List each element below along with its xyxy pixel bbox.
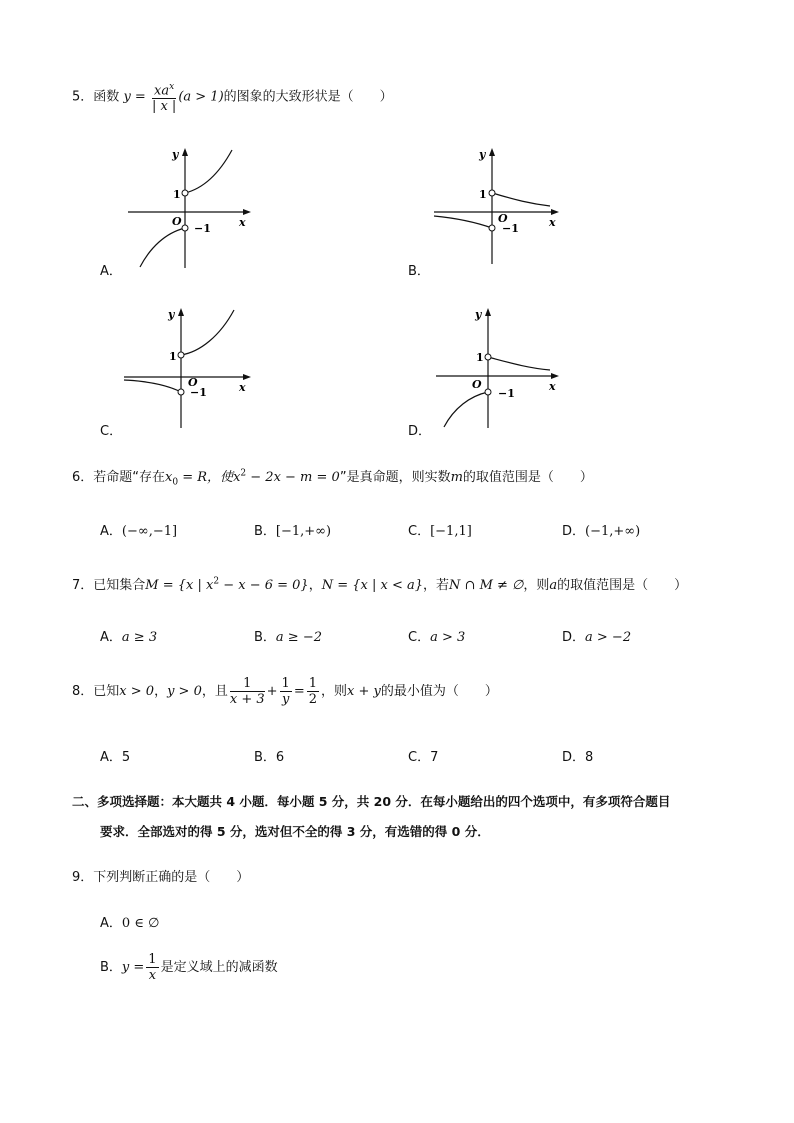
graph-c (120, 300, 260, 430)
stem-text-3: ，则 (523, 578, 550, 593)
q8-option-d (562, 746, 593, 765)
option-fraction (146, 952, 158, 983)
option-c-label: C． (100, 424, 123, 439)
section-2-heading-line2: 要求．全部选对的得 5 分，选对但不全的得 3 分，有选错的得 0 分． (100, 824, 490, 839)
stem-text-3: 的取值范围是（ ） (462, 470, 593, 485)
question-8-stem (72, 676, 498, 707)
option-label: D． (562, 630, 586, 645)
stem-text-4: 的取值范围是（ ） (557, 578, 688, 593)
equation-rest: − 2x − m = 0 (246, 470, 340, 485)
option-value: [−1,1] (430, 524, 472, 539)
condition-y: y > 0 (167, 684, 202, 699)
y-axis-label: y (479, 148, 486, 161)
option-value: a ≥ −2 (275, 630, 322, 645)
option-label: A． (100, 916, 122, 931)
one-label: 1 (169, 350, 177, 363)
fraction-3 (307, 676, 319, 707)
minus-one-label: −1 (498, 387, 515, 400)
y-axis-label: y (475, 308, 482, 321)
q9-option-b (100, 952, 278, 983)
question-5-stem (72, 80, 393, 114)
one-label: 1 (173, 188, 181, 201)
option-label: B． (254, 630, 276, 645)
q7-option-b (254, 626, 322, 645)
numerator: 1 (148, 952, 157, 967)
stem-text-2: ”是真命题，则实数 (339, 470, 451, 485)
formula-y: y = (123, 89, 146, 105)
equation-exp: 2 (240, 468, 247, 479)
stem-text-4: 的最小值为（ ） (380, 684, 498, 699)
option-value: 6 (275, 750, 285, 765)
option-label: B． (100, 960, 122, 975)
stem-text: 若命题“存在 (93, 470, 166, 485)
question-7-stem (72, 574, 687, 593)
var-m: m (450, 470, 463, 485)
numerator: 1 (281, 676, 290, 691)
condition-x: x > 0 (119, 684, 155, 699)
stem-text-3: ，则 (321, 684, 348, 699)
option-label: B． (254, 524, 276, 539)
y-axis-label: y (172, 148, 179, 161)
q6-option-d (562, 520, 640, 539)
q7-option-d (562, 626, 631, 645)
question-number: 5． (72, 89, 94, 105)
q8-option-a (100, 746, 130, 765)
plus-sign: + (266, 684, 278, 699)
option-formula-y: y = (121, 960, 145, 975)
question-9-stem (72, 866, 249, 885)
stem-text-after: 的图象的大致形状是（ ） (223, 89, 393, 105)
x-axis-label: x (239, 381, 246, 394)
question-number: 7． (72, 578, 94, 593)
graph-d (432, 300, 572, 430)
option-label: D． (562, 524, 586, 539)
math-eq-r: = R，使 (178, 470, 234, 485)
formula-denominator: | x | (151, 99, 177, 115)
q6-option-a (100, 520, 177, 539)
section-2-heading: 二、多项选择题：本大题共 4 小题．每小题 5 分，共 20 分．在每小题给出的四个选项中，有多项符合题目 (72, 794, 671, 809)
option-value: a ≥ 3 (121, 630, 158, 645)
origin-label: O (172, 215, 182, 228)
q9-option-a (100, 912, 159, 931)
one-label: 1 (476, 351, 484, 364)
option-value: 8 (585, 750, 594, 765)
stem-text: 已知 (93, 684, 120, 699)
option-text: 是定义域上的减函数 (160, 960, 278, 975)
fraction-2 (280, 676, 292, 707)
sum-expression: x + y (347, 684, 381, 699)
numerator: 1 (308, 676, 318, 691)
denominator: 2 (308, 692, 318, 707)
q7-option-c (408, 626, 465, 645)
formula-exponent: x (169, 82, 175, 92)
question-6-stem (72, 466, 593, 488)
q6-option-c (408, 520, 472, 539)
minus-one-label: −1 (190, 386, 207, 399)
origin-label: O (188, 376, 198, 389)
question-number: 9． (72, 870, 94, 885)
stem-text-2: ，若 (423, 578, 450, 593)
separator: ， (308, 578, 322, 593)
var-x0-sub: 0 (172, 477, 179, 488)
formula-condition: (a > 1) (178, 89, 224, 105)
option-label: C． (408, 630, 431, 645)
minus-one-label: −1 (194, 222, 211, 235)
option-label: A． (100, 524, 122, 539)
stem-text: 已知集合 (93, 578, 146, 593)
option-b-label: B． (408, 264, 430, 279)
equals-sign: = (293, 684, 305, 699)
stem-text: 下列判断正确的是（ ） (93, 870, 250, 885)
option-a-label: A． (100, 264, 122, 279)
set-n: N = {x | x < a} (321, 578, 424, 593)
q7-option-a (100, 626, 157, 645)
x-axis-label: x (239, 216, 246, 229)
option-label: A． (100, 750, 122, 765)
one-label: 1 (479, 188, 487, 201)
origin-label: O (472, 378, 482, 391)
graph-b (430, 140, 570, 270)
stem-text: 函数 (93, 89, 120, 105)
option-value: a > 3 (430, 630, 466, 645)
var-x0: x (165, 470, 173, 485)
q8-option-c (408, 746, 438, 765)
y-axis-label: y (168, 308, 175, 321)
option-value: (−1,+∞) (585, 524, 641, 539)
option-label: B． (254, 750, 276, 765)
set-m: M = {x | x (145, 578, 214, 593)
option-value: 0 ∈ ∅ (121, 916, 160, 931)
comma: ， (154, 684, 168, 699)
fraction-1 (230, 676, 265, 707)
option-label: C． (408, 524, 431, 539)
option-label: C． (408, 750, 431, 765)
option-d-label: D． (408, 424, 432, 439)
stem-text-2: ，且 (201, 684, 228, 699)
option-label: A． (100, 630, 122, 645)
option-value: (−∞,−1] (121, 524, 178, 539)
numerator: 1 (230, 676, 265, 692)
formula-fraction (152, 80, 176, 114)
minus-one-label: −1 (502, 222, 519, 235)
option-value: [−1,+∞) (275, 524, 332, 539)
q8-option-b (254, 746, 284, 765)
q6-option-b (254, 520, 331, 539)
formula-numerator: xa (154, 83, 170, 99)
denominator: x (148, 968, 157, 983)
condition: N ∩ M ≠ ∅ (449, 578, 524, 593)
option-value: 7 (430, 750, 439, 765)
x-axis-label: x (549, 380, 556, 393)
option-label: D． (562, 750, 586, 765)
denominator: x + 3 (229, 692, 265, 707)
var-a: a (549, 578, 558, 593)
question-number: 8． (72, 684, 94, 699)
denominator: y (282, 692, 290, 707)
equation: x (233, 470, 241, 485)
set-m-rest: − x − 6 = 0} (219, 578, 309, 593)
origin-label: O (498, 212, 508, 225)
option-value: 5 (121, 750, 131, 765)
question-number: 6． (72, 470, 94, 485)
set-m-exp: 2 (213, 576, 220, 587)
x-axis-label: x (549, 216, 556, 229)
graph-a (120, 140, 260, 270)
option-value: a > −2 (585, 630, 632, 645)
